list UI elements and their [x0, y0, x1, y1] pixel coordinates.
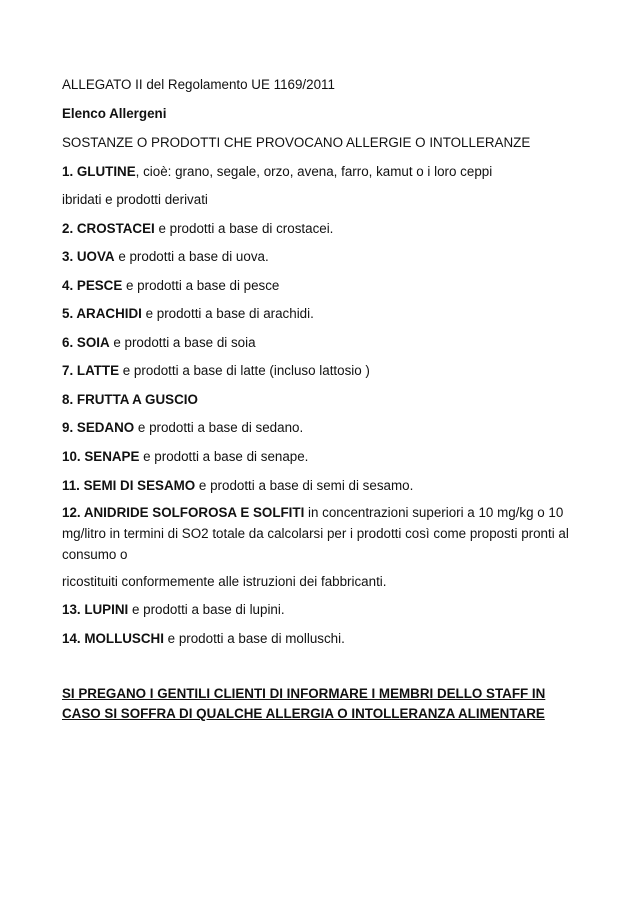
allergen-name: 14. MOLLUSCHI [62, 631, 164, 646]
allergen-name: 4. PESCE [62, 278, 123, 293]
allergen-description: e prodotti a base di pesce [122, 278, 280, 293]
allergen-item-12-continuation: ricostituiti conformemente alle istruzioni dei fabbricanti. [62, 574, 387, 589]
allergen-item-13 [62, 601, 285, 619]
allergen-description: e prodotti a base di molluschi. [163, 631, 345, 646]
allergen-name: 7. LATTE [62, 363, 120, 378]
allergen-name: 2. CROSTACEI [62, 221, 155, 236]
allergen-item-1-continuation: ibridati e prodotti derivati [62, 192, 208, 207]
allergen-description: e prodotti a base di arachidi. [141, 306, 314, 321]
document-subtitle: SOSTANZE O PRODOTTI CHE PROVOCANO ALLERGIE O INTOLLERANZE [62, 135, 531, 150]
allergen-description: e prodotti a base di semi di sesamo. [195, 478, 414, 493]
allergen-name: 13. LUPINI [62, 602, 129, 617]
allergen-item-11 [62, 477, 413, 495]
allergen-name: 9. SEDANO [62, 420, 135, 435]
allergen-name: 10. SENAPE [62, 449, 140, 464]
allergen-description: e prodotti a base di uova. [114, 249, 269, 264]
allergen-description: e prodotti a base di senape. [139, 449, 309, 464]
allergen-item-6 [62, 334, 256, 352]
allergen-description: e prodotti a base di sedano. [134, 420, 304, 435]
allergen-name: 5. ARACHIDI [62, 306, 142, 321]
allergen-name: 11. SEMI DI SESAMO [62, 478, 196, 493]
allergen-name: 8. FRUTTA A GUSCIO [62, 392, 198, 407]
allergen-name: 6. SOIA [62, 335, 110, 350]
allergen-description: e prodotti a base di lupini. [128, 602, 285, 617]
allergen-item-8 [62, 391, 198, 409]
allergen-description: e prodotti a base di latte (incluso lattosio ) [119, 363, 370, 378]
regulation-reference: ALLEGATO II del Regolamento UE 1169/2011 [62, 77, 335, 92]
document-title: Elenco Allergeni [62, 106, 167, 121]
allergen-item-1 [62, 163, 492, 181]
allergen-description: e prodotti a base di soia [109, 335, 256, 350]
allergen-name: 1. GLUTINE [62, 164, 136, 179]
allergen-name: 3. UOVA [62, 249, 115, 264]
allergen-name: 12. ANIDRIDE SOLFOROSA E SOLFITI [62, 505, 305, 520]
allergen-item-7 [62, 362, 370, 380]
allergen-item-12 [62, 502, 572, 565]
allergen-item-2 [62, 220, 333, 238]
allergen-description: , cioè: grano, segale, orzo, avena, farro, kamut o i loro ceppi [135, 164, 493, 179]
customer-notice: SI PREGANO I GENTILI CLIENTI DI INFORMARE I MEMBRI DELLO STAFF IN CASO SI SOFFRA DI QUALCHE ALLERGIA O INTOLLERANZA ALIMENTARE [62, 686, 546, 721]
allergen-item-5 [62, 305, 314, 323]
allergen-item-9 [62, 419, 303, 437]
allergen-item-10 [62, 448, 308, 466]
allergen-item-4 [62, 277, 279, 295]
allergen-description: in concentrazioni superiori a 10 mg/kg o 10 mg/litro in termini di SO2 totale da calcolarsi per i prodotti così come proposti pronti al consumo o [62, 505, 569, 562]
allergen-description: e prodotti a base di crostacei. [154, 221, 334, 236]
allergen-item-14 [62, 630, 345, 648]
allergen-item-3 [62, 248, 269, 266]
